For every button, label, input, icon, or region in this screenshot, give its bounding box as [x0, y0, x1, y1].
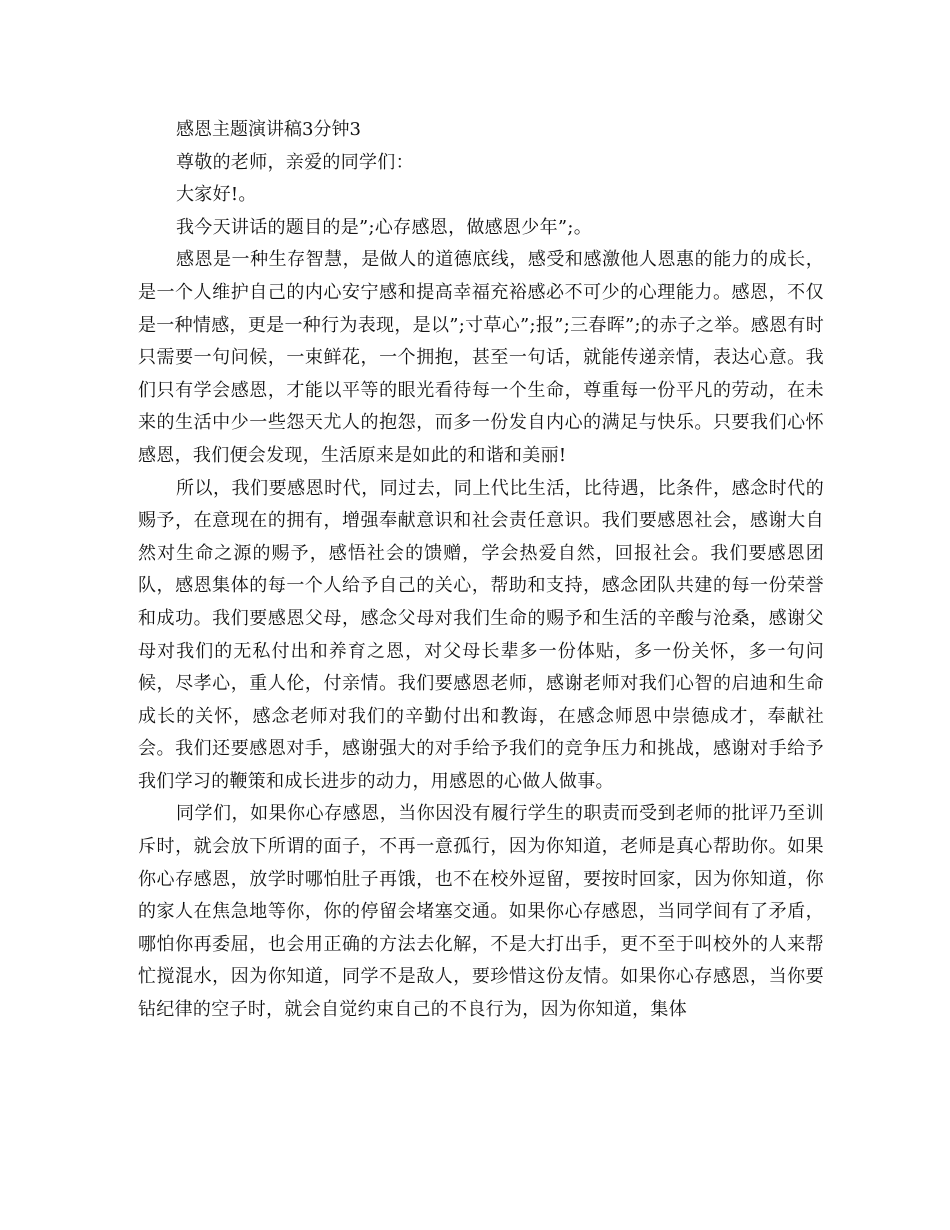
body-paragraph-gratitude: 感恩是一种生存智慧，是做人的道德底线，感受和感激他人恩惠的能力的成长，是一个人维护自己的内心安宁感和提高幸福充裕感必不可少的心理能力。感恩，不仅是一种情感，更是一种行为表现，是以”;寸草心”;报”;三春晖”;的赤子之举。感恩有时只需要一句问候，一束鲜花，一个拥抱，甚至一句话，就能传递亲情，表达心意。我们只有学会感恩，才能以平等的眼光看待每一个生命，尊重每一份平凡的劳动，在未来的生活中少一些怨天尤人的抱怨，而多一份发自内心的满足与快乐。只要我们心怀感恩，我们便会发现，生活原来是如此的和谐和美丽!: [138, 249, 824, 466]
greeting-paragraph: 大家好!。: [176, 184, 257, 206]
topic-paragraph: 我今天讲话的题目的是”;心存感恩，做感恩少年”;。: [176, 216, 593, 238]
body-paragraph-thank: 所以，我们要感恩时代，同过去，同上代比生活，比待遇，比条件，感念时代的赐予，在意现在的拥有，增强奉献意识和社会责任意识。我们要感恩社会，感谢大自然对生命之源的赐予，感悟社会的馈赠，学会热爱自然，回报社会。我们要感恩团队，感恩集体的每一个人给予自己的关心，帮助和支持，感念团队共建的每一份荣誉和成功。我们要感恩父母，感念父母对我们生命的赐予和生活的辛酸与沧桑，感谢父母对我们的无私付出和养育之恩，对父母长辈多一份体贴，多一份关怀，多一句问候，尽孝心，重人伦，付亲情。我们要感恩老师，感谢老师对我们心智的启迪和生命成长的关怀，感念老师对我们的辛勤付出和教诲，在感念师恩中崇德成才，奉献社会。我们还要感恩对手，感谢强大的对手给予我们的竞争压力和挑战，感谢对手给予我们学习的鞭策和成长进步的动力，用感恩的心做人做事。: [138, 477, 824, 792]
document-body: [138, 114, 824, 1027]
salutation-paragraph: 尊敬的老师，亲爱的同学们：: [176, 151, 414, 173]
body-paragraph-students: 同学们，如果你心存感恩，当你因没有履行学生的职责而受到老师的批评乃至训斥时，就会放下所谓的面子，不再一意孤行，因为你知道，老师是真心帮助你。如果你心存感恩，放学时哪怕肚子再饿，也不在校外逗留，要按时回家，因为你知道，你的家人在焦急地等你，你的停留会堵塞交通。如果你心存感恩，当同学间有了矛盾，哪怕你再委屈，也会用正确的方法去化解，不是大打出手，更不至于叫校外的人来帮忙搅混水，因为你知道，同学不是敌人，要珍惜这份友情。如果你心存感恩，当你要钻纪律的空子时，就会自觉约束自己的不良行为，因为你知道，集体: [138, 803, 824, 1021]
document-title: 感恩主题演讲稿3分钟3: [176, 119, 361, 140]
